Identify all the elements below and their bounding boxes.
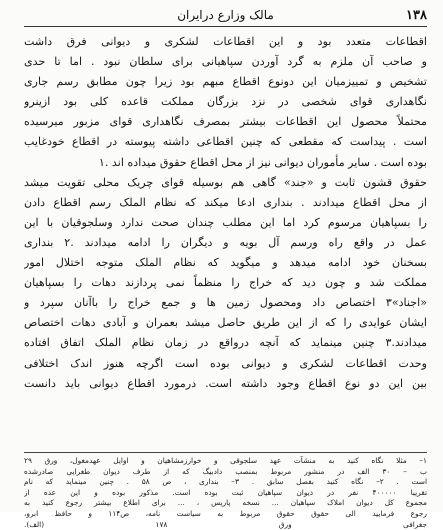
running-title: مالک وزارع درایران	[177, 8, 274, 22]
footnote-line: تقریبا ۴۰۰۰۰۰ نفر در دیوان سپاهیان ثبت بوده است. مذکور بوده و این عده از	[24, 487, 427, 497]
body-line: بین این دو نوع اقطاع وجود داشته است. درمورد اقطاع دیوانی باید دانست	[24, 376, 427, 390]
footnotes	[24, 456, 427, 530]
body-line: بسخنان خود ادامه میدهد و میگوید که نظام الملک متوجه اختلال امور	[24, 256, 427, 270]
footnote-line: است . ۲– نگاه کنید بفصل سابق . ۳– بنداری ، ص ۵۸ . چنین مینماید که نام	[24, 477, 427, 487]
footnote-rule	[24, 452, 427, 453]
header-rule	[24, 26, 427, 27]
footnote-line: رجوع فرمایید الی حقوق حقوق مربوط به سیاست نامه، ص۱۱۴ و حافظ ابرو،	[24, 508, 427, 518]
body-line: عمل در واقع راه ورسم آل بویه و دیگران را ادامه میدادند .۲ بنداری	[24, 235, 427, 249]
body-line: مملکت شد و چون دید که خراج را منظماً نمی پردازند دهات را بسپاهیان	[24, 276, 427, 290]
body-line: ایشان عوایدی را که از این طریق حاصل میشد بعمران و آبادی دهات اختصاص	[24, 316, 427, 330]
body-line: وحدت اقطاعات لشکری و دیوانی بوده است اگرچه هنوز اندک اختلافی	[24, 356, 427, 370]
body-line: تشخیص و تمییزمیان این دونوع اقطاع مبهم بود زیرا چون مطابق رسم جاری	[24, 75, 427, 89]
body-line: و صاحب آن ملزم به گرد آوردن سپاهیانی برای سلطان نبود . اما تا حدی	[24, 55, 427, 69]
body-line: نگاهداری قوای شخصی در نزد بزرگان مملکت قاعده کلی بود ازینرو	[24, 95, 427, 109]
body-line: است . پیداست که مقطعی که چنین اقطاعی داشته پیوسته در اقطاع خودغایب	[24, 135, 427, 149]
footnote-line: مجموع کل دیوان املاک سپاهیان ... نسخه پاریس ، ... برای اطلاع بیشتر رجوع کنید به	[24, 498, 427, 508]
body-line: را بسپاهیان مرسوم کرد اما این مطلب چندان صحت ندارد وسلجوقیان با این	[24, 215, 427, 229]
body-line: از محل اقطاع میدادند . بنداری ادعا میکند که نظام الملک رسم اقطاع دادن	[24, 195, 427, 209]
body-line: محتملاً محصول این اقطاعات بیشتر بمصرف نگاهداری قوای مزبور میرسیده	[24, 115, 427, 129]
body-line: بوده است . سایر مأموران دیوانی نیز از محل اقطاع حقوق میداده اند .۱	[98, 155, 427, 169]
page-number: ۱۳۸	[406, 8, 427, 23]
page-header	[24, 8, 427, 24]
footnote-line: ۱– مثلا نگاه کنید به منشآت عهد سلجوقی و خوارزمشاهیان و اوایل عهدمغول، ورق ۲۹	[24, 456, 427, 465]
body-line: حقوق قشون ثابت و «جند» گاهی هم بوسیله قوای چریک محلی تقویت میشد	[24, 175, 427, 189]
footnote-line: جغرافی ورق ۱۷۸ (الف).	[24, 519, 427, 529]
body-line: میدادند.۳ چنین مینماید که آنچه درواقع در زمان نظام الملک اتفاق افتاده	[24, 336, 427, 350]
body-line: «اجناد»۳ اختصاص داد ومحصول زمین ها و جمع خراج را باآنان سپرد و	[24, 296, 427, 310]
body-text	[24, 32, 427, 394]
body-line: اقطاعات متعدد بود و این اقطاعات لشکری و دیوانی فرق داشت	[24, 35, 427, 48]
footnote-line: ب – ۳۰ الف در منشور مربوط بمنصب دادبیگ که از طرف دیوان طغرایی صادرشده	[24, 466, 427, 476]
